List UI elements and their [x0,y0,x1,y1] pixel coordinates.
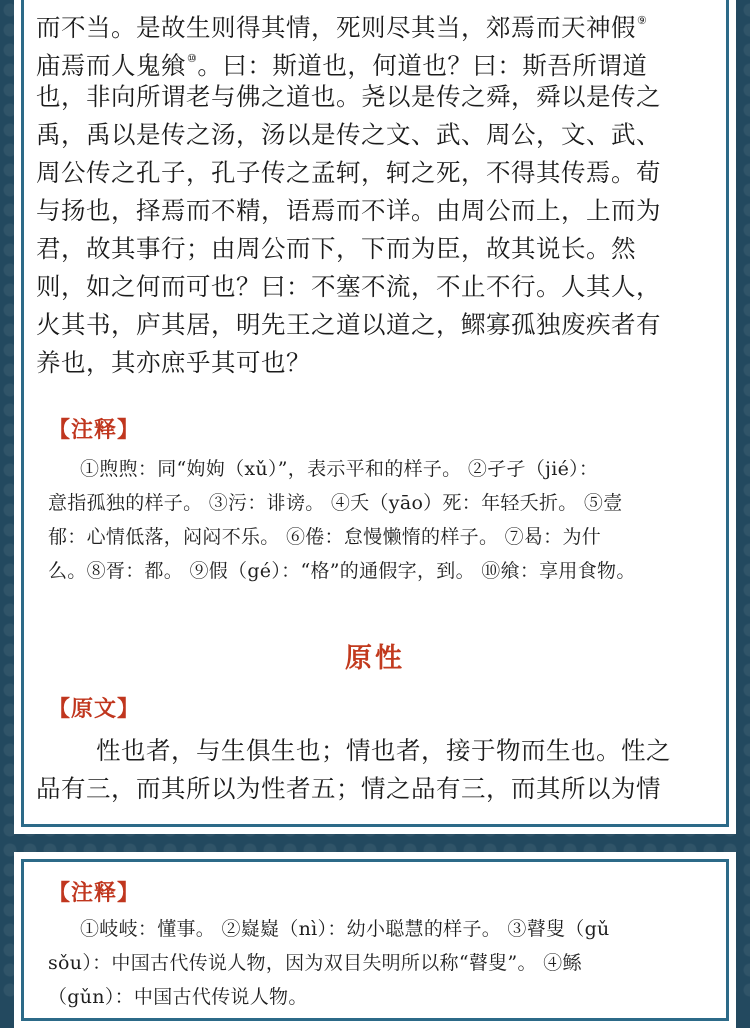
footnote-marker: ⑨ [637,14,648,27]
note-line: （gǔn）：中国古代传说人物。 [48,986,308,1008]
text-line: 禹，禹以是传之汤，汤以是传之文、武、周公，文、武、 [36,120,661,149]
source-text-heading: 【原文】 [48,697,141,722]
note-line: ①煦煦：同“姁姁（xǔ）”，表示平和的样子。 ②孑孑（jié）： [80,458,599,480]
note-line: ①岐岐：懂事。 ②嶷嶷（nì）：幼小聪慧的样子。 ③瞽叟（gǔ [80,918,610,940]
text-line: 火其书，庐其居，明先王之道以道之，鳏寡孤独废疾者有 [36,310,661,339]
note-line: 么。⑧胥：都。 ⑨假（gé）：“格”的通假字，到。 ⑩飨：享用食物。 [48,560,636,582]
text-line: 则，如之何而可也？曰：不塞不流，不止不行。人其人， [36,272,661,301]
note-line: sǒu）：中国古代传说人物，因为双目失明所以称“瞽叟”。 ④鲧 [48,952,582,974]
text-line: 君，故其事行；由周公而下，下而为臣，故其说长。然 [36,234,636,263]
section-title: 原性 [345,643,405,674]
source-text-block [36,732,712,808]
text-line: 也，非向所谓老与佛之道也。尧以是传之舜，舜以是传之 [36,82,661,111]
text-line: 品有三，而其所以为性者五；情之品有三，而其所以为情 [36,774,661,803]
text-line: 养也，其亦庶乎其可也？ [36,348,311,377]
notes-heading: 【注释】 [48,881,141,906]
text-line: 性也者，与生俱生也；情也者，接于物而生也。性之 [96,736,671,765]
text-line: 周公传之孔子，孔子传之孟轲，轲之死，不得其传焉。荀 [36,158,661,187]
note-line: 郁：心情低落，闷闷不乐。 ⑥倦：怠慢懒惰的样子。 ⑦曷：为什 [48,526,602,548]
text-line: 而不当。是故生则得其情，死则尽其当，郊焉而天神假⑨ [36,13,648,42]
main-text-block [36,2,712,382]
text-line: 庙焉而人鬼飨⑩。曰：斯道也，何道也？曰：斯吾所谓道 [36,51,648,80]
notes-block [48,452,718,588]
text-line: 与扬也，择焉而不精，语焉而不详。由周公而上，上而为 [36,196,661,225]
footnote-marker: ⑩ [187,52,198,65]
note-line: 意指孤独的样子。 ③污：诽谤。 ④夭（yāo）死：年轻夭折。 ⑤壹 [48,492,623,514]
notes-heading: 【注释】 [48,418,141,443]
notes-block [48,912,718,1014]
